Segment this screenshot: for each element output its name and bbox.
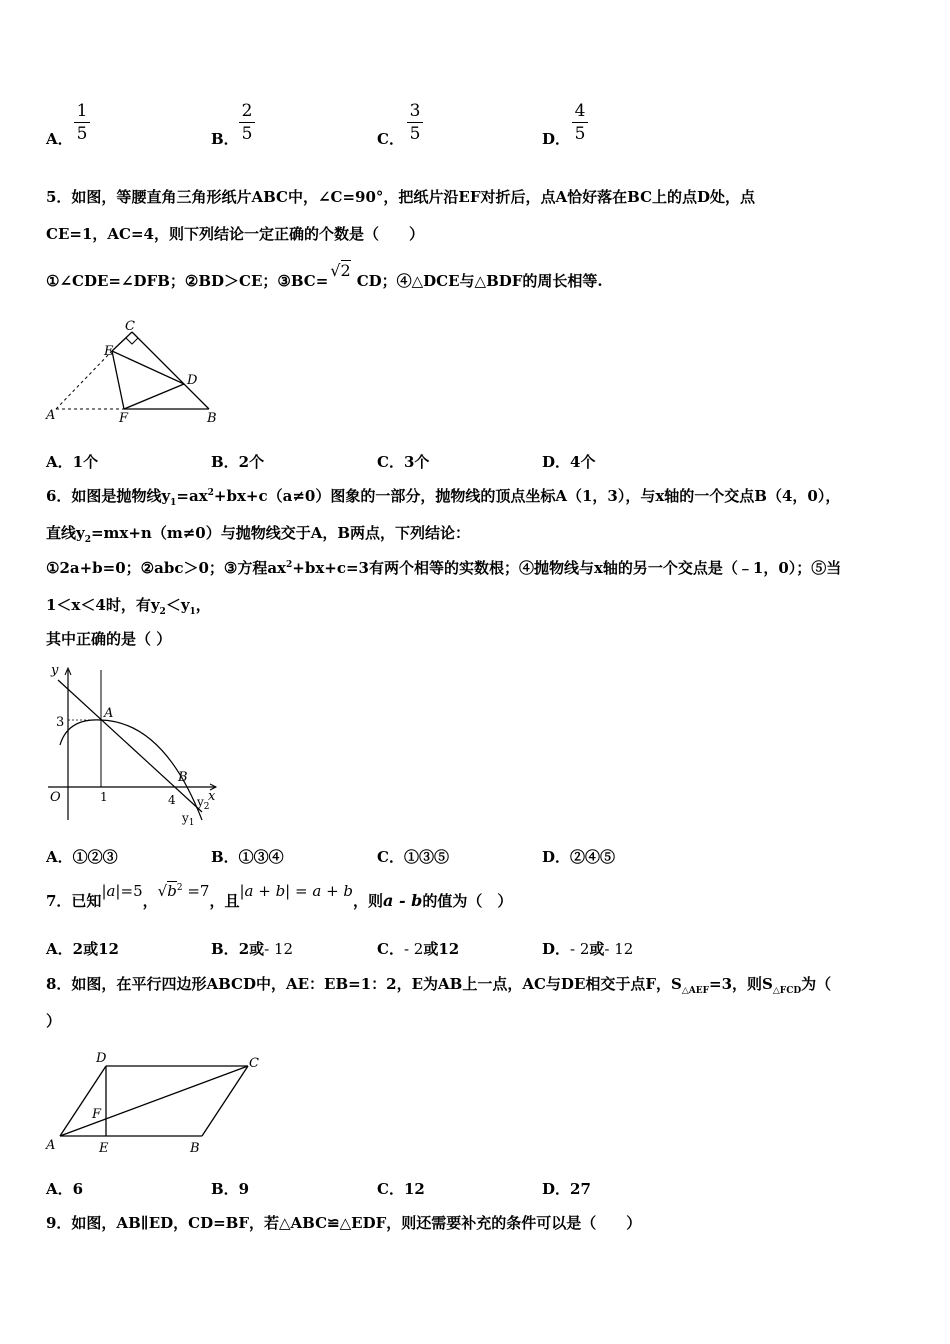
label-c: C: [249, 1056, 259, 1071]
q6-text: +bx+c（a≠0）图象的一部分，抛物线的顶点坐标A（1，3），与x轴的一个交点B（4，0），: [213, 487, 841, 505]
q8-option-d[interactable]: D．27: [542, 1180, 591, 1198]
q4-option-d[interactable]: [542, 101, 586, 149]
q4-option-c[interactable]: [377, 101, 421, 149]
option-label: C．: [377, 130, 404, 148]
label-c: C: [125, 319, 135, 334]
q5-stem-line2: CE=1，AC=4，则下列结论一定正确的个数是（ ）: [46, 225, 424, 243]
option-math: - 2: [570, 940, 590, 958]
label-a: A: [46, 1138, 56, 1153]
subscript: 2: [84, 535, 91, 545]
q7-then: ，则: [353, 892, 384, 910]
q7-suffix: 的值为（ ）: [422, 892, 513, 910]
q8-options: [46, 1178, 906, 1208]
label-d: D: [96, 1051, 107, 1066]
subscript: 2: [159, 607, 166, 617]
q6-option-d[interactable]: D．②④⑤: [542, 848, 616, 866]
abs-a-plus-b: [239, 882, 353, 900]
area-symbol: S: [762, 975, 773, 993]
option-math: - 12: [604, 940, 634, 958]
y2-subscript: 2: [203, 802, 210, 812]
label-d: D: [187, 373, 198, 388]
q8-stem-line2: ）: [46, 1012, 62, 1030]
q6-text: ＜y: [165, 596, 190, 614]
edge-ef: [112, 351, 124, 409]
q6-text: =mx+n（m≠0）与抛物线交于A，B两点，下列结论：: [90, 524, 471, 542]
subscript: 1: [189, 607, 196, 617]
diagonal-ac: [60, 1066, 248, 1136]
q5-options: [46, 451, 906, 481]
q4-option-b[interactable]: [211, 101, 253, 149]
a-minus-b: a - b: [383, 891, 423, 910]
option-text: 或: [589, 940, 605, 958]
q6-options: [46, 846, 906, 876]
label-b: B: [178, 770, 188, 785]
option-label: B．: [211, 940, 239, 958]
label-y: y: [51, 663, 59, 678]
q8-text: 8．如图，在平行四边形ABCD中，AE：EB=1：2，E为AB上一点，AC与DE相交于点F，: [46, 975, 672, 993]
q5-option-d[interactable]: D．4个: [542, 453, 596, 471]
right-angle-mark: [126, 338, 138, 344]
option-math: - 12: [264, 940, 294, 958]
superscript: 2: [286, 560, 293, 570]
q7-option-b[interactable]: [211, 938, 293, 959]
fraction: [72, 101, 92, 144]
label-1: 1: [100, 790, 108, 804]
q6-text: ，: [195, 596, 211, 614]
fraction: [405, 101, 425, 144]
option-label: C．: [377, 940, 404, 958]
y1-letter: y: [182, 811, 189, 825]
numerator: 2: [241, 101, 253, 121]
denominator: 5: [76, 124, 88, 144]
option-text: 2或: [238, 940, 265, 958]
option-text: 2或12: [72, 940, 119, 958]
label-b: B: [207, 411, 217, 426]
option-label: D．: [542, 130, 571, 148]
area-subscript: △FCD: [772, 986, 802, 996]
q5-figure-triangle: [44, 318, 226, 430]
sqrt-b2: $√b^2 =7$: [157, 882, 210, 900]
option-label: B．: [211, 130, 239, 148]
abs-a-expr: |a|: [101, 882, 121, 900]
label-y1: [181, 811, 195, 828]
abs-ab-expr: |a + b|: [239, 882, 291, 900]
edge-cb: [132, 332, 209, 409]
eq-ab: = a + b: [295, 882, 354, 900]
eq-7: =7: [187, 882, 210, 900]
q6-option-b[interactable]: B．①③④: [211, 848, 284, 866]
label-e: E: [104, 344, 114, 359]
q7-options: [46, 938, 906, 968]
q7-stem: [46, 882, 513, 911]
q8-text: 为（: [801, 975, 832, 993]
q6-stem-line1: [46, 485, 840, 508]
q5-cond-part2: CD；④△DCE与△BDF的周长相等.: [356, 272, 603, 290]
q7-option-a[interactable]: [46, 938, 119, 959]
q7-mid: ，且: [209, 892, 240, 910]
q6-text: 6．如图是抛物线y: [46, 487, 171, 505]
fraction: [237, 101, 257, 144]
q6-option-c[interactable]: C．①③⑤: [377, 848, 449, 866]
label-3: 3: [56, 715, 65, 730]
label-a: A: [46, 408, 56, 423]
denominator: 5: [574, 124, 586, 144]
label-b: B: [190, 1141, 200, 1156]
label-f: F: [119, 411, 129, 426]
edge-ad: [60, 1066, 106, 1136]
q9-stem: 9．如图，AB∥ED，CD=BF，若△ABC≌△EDF，则还需要补充的条件可以是（ ）: [46, 1214, 642, 1232]
edge-bc: [202, 1066, 248, 1136]
q6-stem-line2: [46, 522, 470, 545]
q6-text: 直线y: [46, 524, 85, 542]
q5-cond-part1: ①∠CDE=∠DFB；②BD＞CE；③BC=: [46, 272, 329, 290]
label-a: A: [104, 706, 114, 721]
q8-option-b[interactable]: B．9: [211, 1180, 250, 1198]
subscript: 1: [170, 498, 177, 508]
q6-stem-line4: [46, 594, 211, 617]
q8-text: =3，则: [709, 975, 763, 993]
label-origin: O: [50, 790, 61, 805]
option-label: A．: [46, 130, 73, 148]
q6-text: 1＜x＜4时，有y: [46, 596, 160, 614]
option-label: D．: [542, 940, 571, 958]
numerator: 3: [409, 101, 421, 121]
numerator: 4: [574, 101, 586, 121]
q8-option-c[interactable]: C．12: [377, 1180, 425, 1198]
q6-figure-parabola: [44, 660, 222, 830]
edge-ae-dashed: [56, 351, 112, 409]
denominator: 5: [409, 124, 421, 144]
q5-stem-line1: 5．如图，等腰直角三角形纸片ABC中，∠C=90°，把纸片沿EF对折后，点A恰好落在BC上的点D处，点: [46, 188, 756, 206]
y2-letter: y: [197, 795, 204, 809]
edge-fd: [124, 384, 184, 409]
numerator: 1: [76, 101, 88, 121]
area-subscript: △AEF: [681, 986, 710, 996]
q8-figure-parallelogram: [44, 1046, 266, 1158]
q5-option-a[interactable]: A．1个: [46, 453, 99, 471]
denominator: 5: [241, 124, 253, 144]
q8-option-a[interactable]: A．6: [46, 1180, 84, 1198]
q8-stem-line1: [46, 973, 831, 996]
sqrt-radicand: 2: [340, 261, 351, 280]
option-math: - 2: [403, 940, 424, 958]
label-4: 4: [168, 793, 176, 807]
q6-text: +bx+c=3有两个相等的实数根；④抛物线与x轴的另一个交点是（﹣1，0）；⑤当: [292, 559, 842, 577]
area-symbol: S: [671, 975, 682, 993]
q7-option-c[interactable]: [377, 938, 459, 959]
q5-option-b[interactable]: B．2个: [211, 453, 265, 471]
q6-stem-line5: 其中正确的是（ ）: [46, 630, 172, 648]
eq-5: =5: [120, 882, 143, 900]
q5-conditions: [46, 261, 603, 291]
q6-text: ①2a+b=0；②abc＞0；③方程ax: [46, 559, 287, 577]
label-e: E: [99, 1141, 109, 1156]
superscript: 2: [207, 488, 214, 498]
line-y2: [58, 680, 202, 812]
q6-option-a[interactable]: A．①②③: [46, 848, 118, 866]
q6-text: =ax: [176, 487, 208, 505]
abs-a: [101, 882, 142, 900]
label-x: x: [208, 789, 216, 804]
y1-subscript: 1: [188, 818, 195, 828]
edge-ed: [112, 351, 184, 384]
q7-prefix: 7．已知: [46, 892, 102, 910]
q6-stem-line3: [46, 557, 841, 578]
q5-option-c[interactable]: C．3个: [377, 453, 430, 471]
option-text: 或12: [423, 940, 460, 958]
b-exponent: 2: [176, 883, 183, 893]
sqrt-b: b: [167, 882, 177, 900]
sqrt-two: √2: [330, 261, 351, 280]
q4-options: [46, 101, 906, 158]
fraction: [570, 101, 590, 144]
q4-option-a[interactable]: [46, 101, 88, 149]
q7-option-d[interactable]: [542, 938, 633, 959]
comma: ，: [142, 892, 158, 910]
option-label: A．: [46, 940, 73, 958]
label-f: F: [92, 1107, 102, 1122]
